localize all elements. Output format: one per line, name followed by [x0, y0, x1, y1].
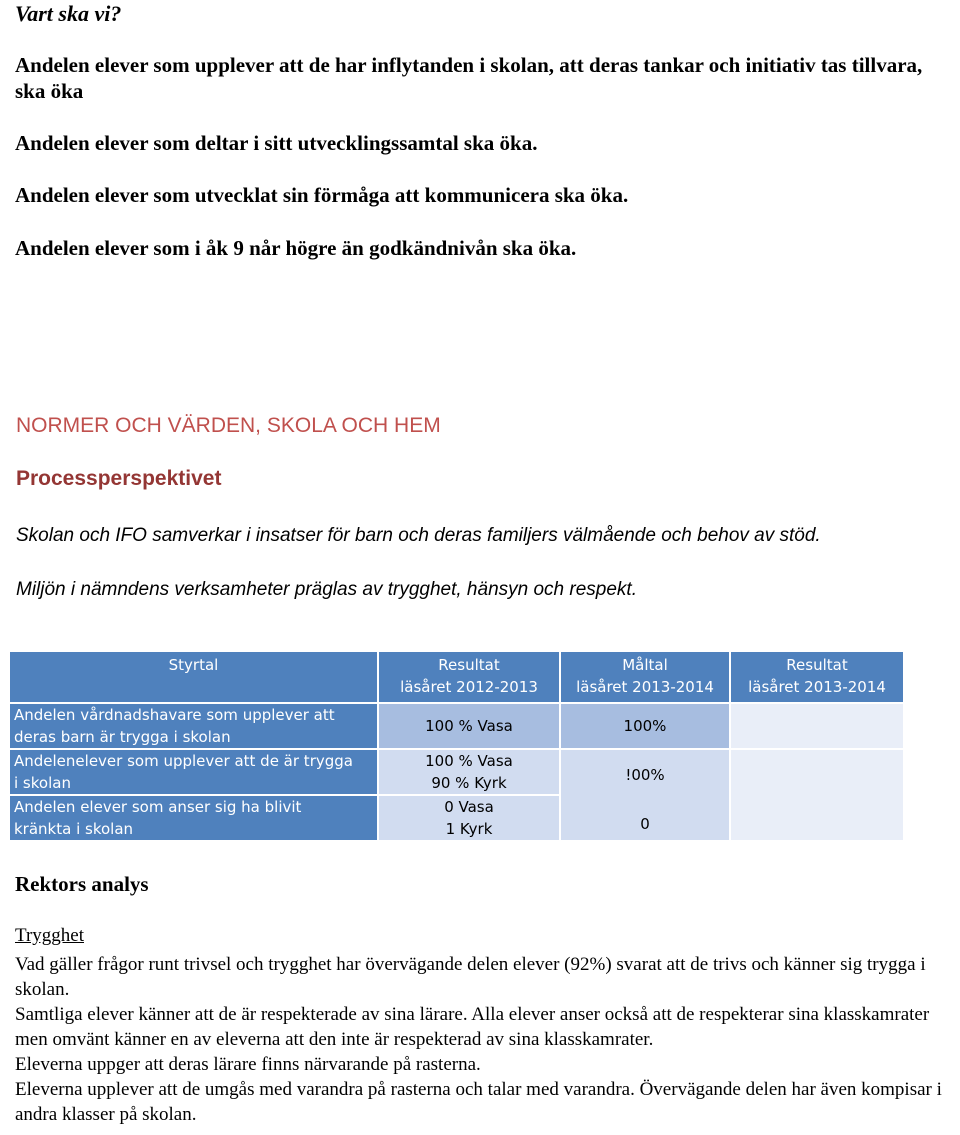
table-row: [10, 704, 903, 748]
goal-grade-9: Andelen elever som i åk 9 når högre än godkändnivån ska öka.: [15, 236, 577, 260]
row-label: Andelen vårdnadshavare som upplever att deras barn är trygga i skolan: [10, 704, 377, 748]
header-styrtal: Styrtal: [10, 652, 377, 702]
row-resultat: 100 % Vasa 90 % Kyrk: [379, 750, 559, 794]
analysis-heading: Rektors analys: [15, 872, 149, 896]
table-header-row: [10, 652, 903, 702]
header-resultat-2012: Resultat läsåret 2012-2013: [379, 652, 559, 702]
intro-heading: Vart ska vi?: [15, 1, 122, 26]
analysis-subheading: Trygghet: [15, 925, 84, 946]
row-maltal: 100%: [561, 704, 729, 748]
analysis-body: [15, 952, 955, 1127]
header-maltal: Måltal läsåret 2013-2014: [561, 652, 729, 702]
row-resultat: 0 Vasa 1 Kyrk: [379, 796, 559, 840]
statement-environment: Miljön i nämndens verksamheter präglas av trygghet, hänsyn och respekt.: [16, 579, 637, 600]
analysis-paragraph: Samtliga elever känner att de är respekterade av sina lärare. Alla elever anser också att de respekterar sina klasskamrater men omvänt känner en av eleverna att den inte är respekterad av sina klasskamrater.: [15, 1004, 930, 1050]
row-resultat-2: [731, 704, 903, 748]
analysis-paragraph: Eleverna uppger att deras lärare finns närvarande på rasterna.: [15, 1054, 481, 1075]
kpi-table: [8, 650, 905, 842]
row-resultat: 100 % Vasa: [379, 704, 559, 748]
subsection-title: Processperspektivet: [16, 467, 222, 490]
table-row: [10, 750, 903, 794]
statement-ifo: Skolan och IFO samverkar i insatser för barn och deras familjers välmående och behov av stöd.: [16, 525, 821, 546]
goal-development-talk: Andelen elever som deltar i sitt utvecklingssamtal ska öka.: [15, 131, 538, 155]
analysis-paragraph: Vad gäller frågor runt trivsel och trygghet har övervägande delen elever (92%) svarat att de trivs och känner sig trygga i skolan.: [15, 954, 926, 1000]
row-label: Andelenelever som upplever att de är trygga i skolan: [10, 750, 377, 794]
row-label: Andelen elever som anser sig ha blivit kränkta i skolan: [10, 796, 377, 840]
goal-communication: Andelen elever som utvecklat sin förmåga att kommunicera ska öka.: [15, 183, 629, 207]
section-title: NORMER OCH VÄRDEN, SKOLA OCH HEM: [16, 414, 441, 437]
goal-influence: Andelen elever som upplever att de har inflytanden i skolan, att deras tankar och initiativ tas tillvara, ska öka: [15, 53, 923, 103]
row-resultat-2: [731, 750, 903, 840]
row-maltal: !00% 0: [561, 750, 729, 840]
analysis-paragraph: Eleverna upplever att de umgås med varandra på rasterna och talar med varandra. Övervägande delen har även kompisar i andra klasser på skolan.: [15, 1079, 942, 1125]
header-resultat-2013: Resultat läsåret 2013-2014: [731, 652, 903, 702]
